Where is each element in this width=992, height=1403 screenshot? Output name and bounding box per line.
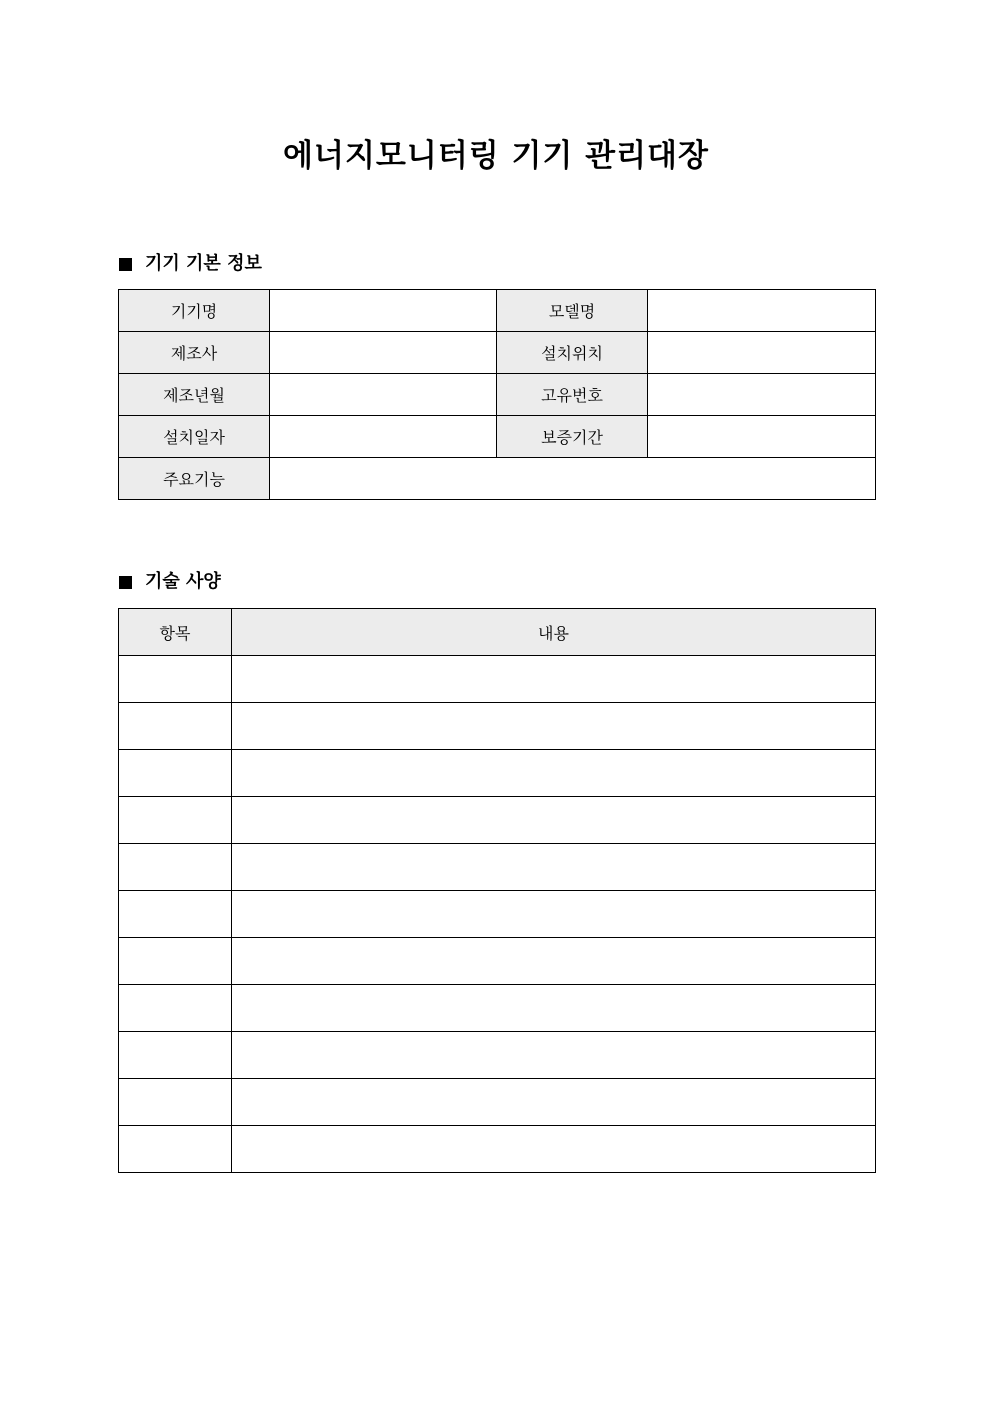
spec-item-cell[interactable] [119,938,232,985]
spec-item-cell[interactable] [119,703,232,750]
table-row [119,458,876,500]
basic-info-heading-text: 기기 기본 정보 [145,253,262,274]
warranty-period-field[interactable] [648,416,876,458]
device-name-label: 기기명 [119,290,270,332]
table-row [119,750,876,797]
install-date-label: 설치일자 [119,416,270,458]
table-row [119,332,876,374]
spec-item-cell[interactable] [119,656,232,703]
column-header-item: 항목 [119,609,232,656]
install-date-field[interactable] [270,416,497,458]
install-location-label: 설치위치 [497,332,648,374]
column-header-content: 내용 [232,609,876,656]
spec-item-cell[interactable] [119,797,232,844]
tech-spec-table [118,608,876,1173]
square-bullet-icon [119,576,132,589]
spec-content-cell[interactable] [232,891,876,938]
serial-number-label: 고유번호 [497,374,648,416]
spec-content-cell[interactable] [232,844,876,891]
table-row [119,844,876,891]
table-row [119,703,876,750]
table-header-row [119,609,876,656]
warranty-period-label: 보증기간 [497,416,648,458]
spec-item-cell[interactable] [119,891,232,938]
main-function-label: 주요기능 [119,458,270,500]
spec-content-cell[interactable] [232,703,876,750]
table-row [119,374,876,416]
manufacture-date-field[interactable] [270,374,497,416]
spec-item-cell[interactable] [119,1079,232,1126]
spec-content-cell[interactable] [232,1032,876,1079]
spec-content-cell[interactable] [232,1126,876,1173]
spec-content-cell[interactable] [232,656,876,703]
tech-spec-heading-text: 기술 사양 [145,571,221,592]
table-row [119,985,876,1032]
spec-item-cell[interactable] [119,1126,232,1173]
spec-content-cell[interactable] [232,1079,876,1126]
table-row [119,656,876,703]
serial-number-field[interactable] [648,374,876,416]
install-location-field[interactable] [648,332,876,374]
manufacture-date-label: 제조년월 [119,374,270,416]
device-name-field[interactable] [270,290,497,332]
model-name-label: 모델명 [497,290,648,332]
page-title: 에너지모니터링 기기 관리대장 [283,138,709,174]
tech-spec-heading [119,570,221,594]
spec-content-cell[interactable] [232,938,876,985]
spec-content-cell[interactable] [232,985,876,1032]
table-row [119,1126,876,1173]
spec-item-cell[interactable] [119,1032,232,1079]
table-row [119,1079,876,1126]
manufacturer-field[interactable] [270,332,497,374]
table-row [119,891,876,938]
model-name-field[interactable] [648,290,876,332]
table-row [119,1032,876,1079]
basic-info-table [118,289,876,500]
table-row [119,290,876,332]
spec-item-cell[interactable] [119,985,232,1032]
square-bullet-icon [119,258,132,271]
table-row [119,797,876,844]
basic-info-heading [119,252,262,276]
table-row [119,416,876,458]
spec-content-cell[interactable] [232,750,876,797]
main-function-field[interactable] [270,458,876,500]
spec-content-cell[interactable] [232,797,876,844]
table-row [119,938,876,985]
spec-item-cell[interactable] [119,844,232,891]
spec-item-cell[interactable] [119,750,232,797]
manufacturer-label: 제조사 [119,332,270,374]
